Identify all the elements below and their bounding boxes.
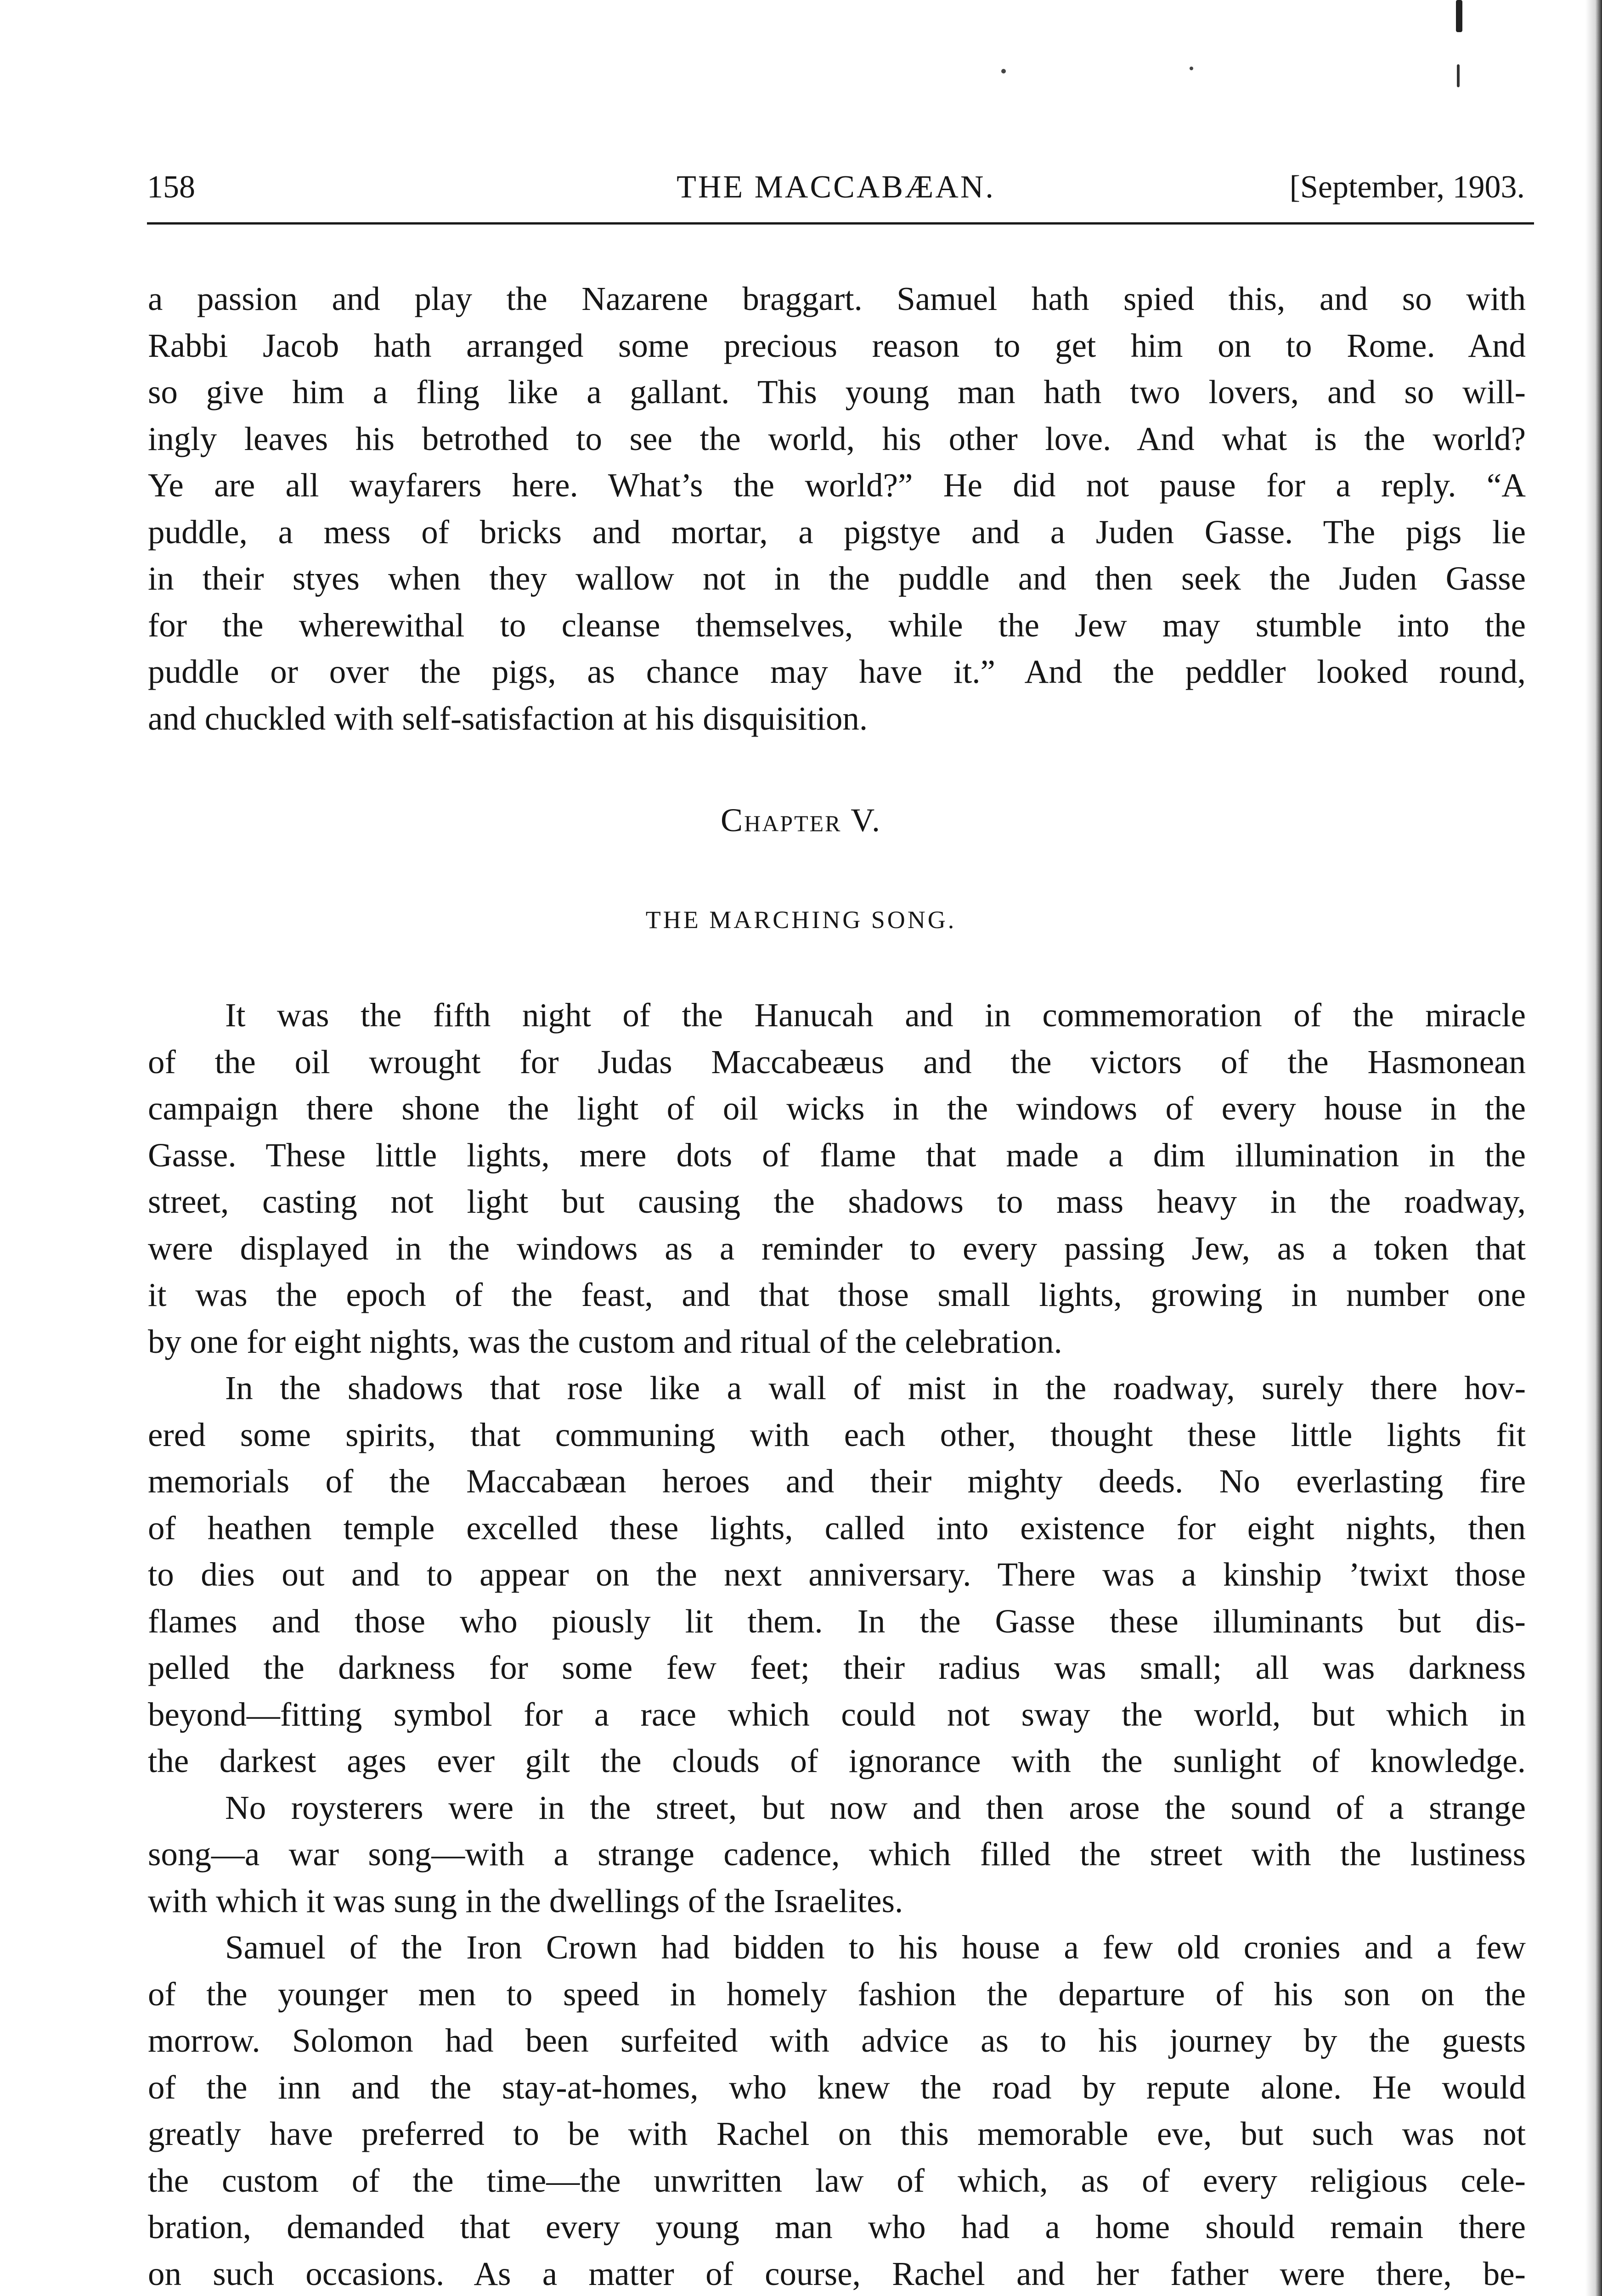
text-line: ingly leaves his betrothed to see the world, his other love. And what is the world? — [148, 420, 1526, 457]
scan-mark — [1457, 64, 1460, 87]
text-line: puddle, a mess of bricks and mortar, a pigstye and a Juden Gasse. The pigs lie — [148, 513, 1526, 551]
text-line: beyond—fitting symbol for a race which could not sway the world, but which in — [148, 1695, 1526, 1733]
text-line: ered some spirits, that communing with each other, thought these little lights fit — [148, 1416, 1526, 1453]
text-line: flames and those who piously lit them. In the Gasse these illuminants but dis- — [148, 1602, 1526, 1640]
text-line: so give him a fling like a gallant. This young man hath two lovers, and so will- — [148, 373, 1526, 411]
text-line: Gasse. These little lights, mere dots of flame that made a dim illumination in the — [148, 1136, 1526, 1174]
text-line: puddle or over the pigs, as chance may have it.” And the peddler looked round, — [148, 653, 1526, 690]
text-line: No roysterers were in the street, but now and then arose the sound of a strange — [225, 1789, 1526, 1826]
header-rule — [147, 222, 1534, 225]
text-line: of the inn and the stay-at-homes, who knew the road by repute alone. He would — [148, 2068, 1526, 2106]
text-line: and chuckled with self-satisfaction at his disquisition. — [148, 699, 868, 737]
text-line: were displayed in the windows as a reminder to every passing Jew, as a token that — [148, 1229, 1526, 1267]
chapter-subtitle: THE MARCHING SONG. — [645, 906, 957, 934]
text-line: It was the fifth night of the Hanucah and in commemoration of the miracle — [225, 996, 1526, 1034]
text-line: a passion and play the Nazarene braggart. Samuel hath spied this, and so with — [148, 280, 1526, 317]
text-line: campaign there shone the light of oil wicks in the windows of every house in the — [148, 1090, 1526, 1127]
text-line: in their styes when they wallow not in the puddle and then seek the Juden Gasse — [148, 560, 1526, 597]
text-line: on such occasions. As a matter of course, Rachel and her father were there, be- — [148, 2255, 1526, 2292]
text-line: of the younger men to speed in homely fashion the departure of his son on the — [148, 1975, 1526, 2013]
text-line: of the oil wrought for Judas Maccabeæus and the victors of the Hasmonean — [148, 1043, 1526, 1080]
text-line: of heathen temple excelled these lights, called into existence for eight nights, then — [148, 1509, 1526, 1547]
text-line: song—a war song—with a strange cadence, which filled the street with the lustiness — [148, 1835, 1526, 1873]
text-line: with which it was sung in the dwellings of the Israelites. — [148, 1882, 903, 1919]
running-header — [147, 169, 1525, 210]
text-line: the custom of the time—the unwritten law of which, as of every religious cele- — [148, 2161, 1526, 2199]
continued-paragraph — [148, 276, 1526, 742]
text-line: street, casting not light but causing the shadows to mass heavy in the roadway, — [148, 1183, 1526, 1220]
chapter-title: Chapter V. — [721, 802, 881, 838]
journal-title: THE MACCABÆAN. — [677, 169, 995, 205]
scan-speck — [1190, 67, 1193, 70]
text-line: the darkest ages ever gilt the clouds of ignorance with the sunlight of knowledge. — [148, 1742, 1526, 1779]
text-line: greatly have preferred to be with Rachel on this memorable eve, but such was not — [148, 2115, 1526, 2152]
page-number: 158 — [147, 169, 195, 205]
scan-speck — [1001, 69, 1006, 73]
text-line: pelled the darkness for some few feet; their radius was small; all was darkness — [148, 1649, 1526, 1686]
text-line: memorials of the Maccabæan heroes and their mighty deeds. No everlasting fire — [148, 1463, 1526, 1500]
text-line: it was the epoch of the feast, and that those small lights, growing in number one — [148, 1276, 1526, 1313]
text-line: bration, demanded that every young man who had a home should remain there — [148, 2208, 1526, 2245]
chapter-body — [148, 992, 1526, 2296]
page-edge-shadow — [1585, 0, 1602, 2296]
text-line: Samuel of the Iron Crown had bidden to his house a few old cronies and a few — [225, 1929, 1526, 1966]
text-line: for the wherewithal to cleanse themselves, while the Jew may stumble into the — [148, 606, 1526, 644]
text-line: to dies out and to appear on the next anniversary. There was a kinship ’twixt those — [148, 1556, 1526, 1593]
text-line: Rabbi Jacob hath arranged some precious reason to get him on to Rome. And — [148, 326, 1526, 364]
text-line: by one for eight nights, was the custom and ritual of the celebration. — [148, 1322, 1062, 1360]
scan-mark — [1456, 0, 1462, 32]
text-line: Ye are all wayfarers here. What’s the world?” He did not pause for a reply. “A — [148, 467, 1526, 504]
text-line: morrow. Solomon had been surfeited with advice as to his journey by the guests — [148, 2022, 1526, 2059]
issue-date: [September, 1903. — [1289, 169, 1525, 205]
text-line: In the shadows that rose like a wall of mist in the roadway, surely there hov- — [225, 1369, 1526, 1407]
